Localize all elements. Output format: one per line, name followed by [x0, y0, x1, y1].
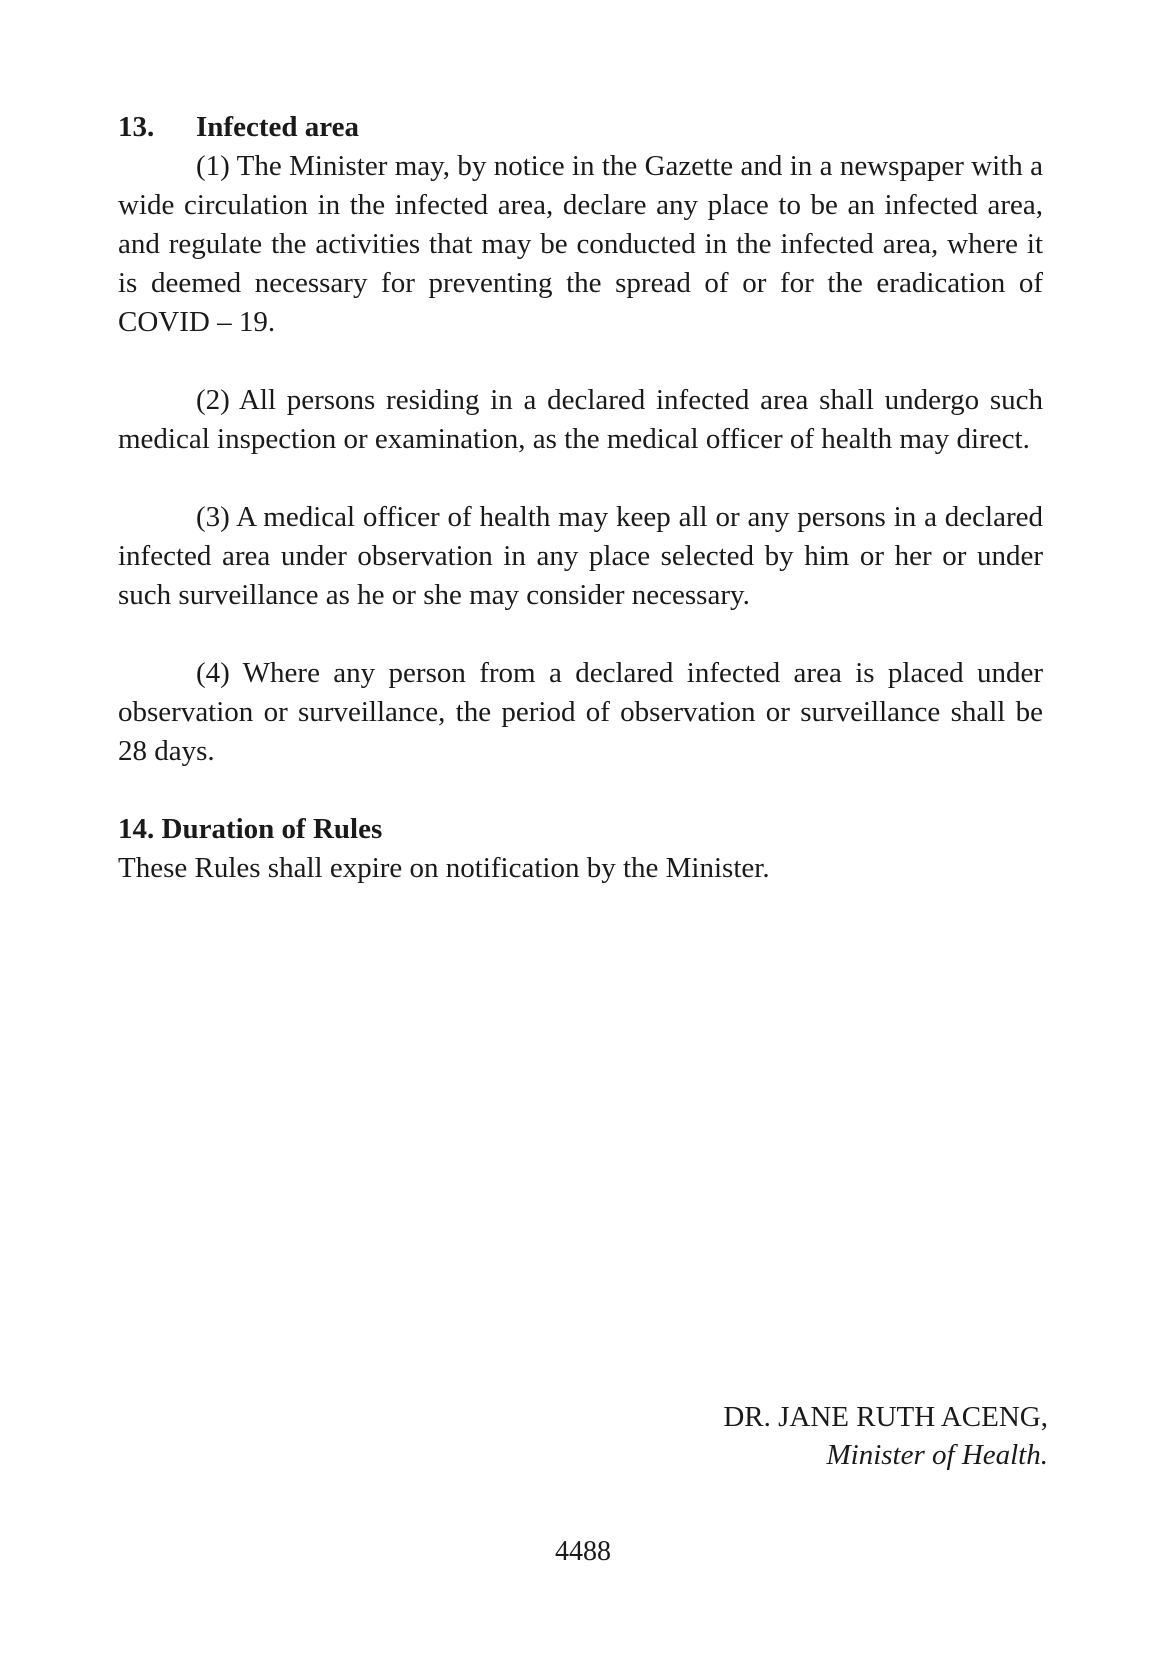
document-body: [118, 108, 1043, 888]
section-13-paragraph-4: (4) Where any person from a declared infected area is placed under observation or surveillance, the period of observation or surveillance shall be 28 days.: [118, 657, 1043, 767]
signatory-title: Minister of Health.: [826, 1439, 1048, 1471]
section-13-paragraph-2: (2) All persons residing in a declared infected area shall undergo such medical inspection or examination, as the medical officer of health may direct.: [118, 384, 1043, 455]
section-13-heading: [118, 108, 1043, 147]
section-13-paragraph-1: (1) The Minister may, by notice in the Gazette and in a newspaper with a wide circulation in the infected area, declare any place to be an infected area, and regulate the activities that may be conducted in the infected area, where it is deemed necessary for preventing the spread of or for the eradication of COVID – 19.: [118, 150, 1043, 338]
page-number: 4488: [555, 1536, 611, 1567]
signatory-name: DR. JANE RUTH ACENG,: [723, 1401, 1048, 1433]
section-14-paragraph-1: These Rules shall expire on notification by the Minister.: [118, 852, 770, 884]
signature-block: [723, 1398, 1048, 1474]
section-14-heading: 14. Duration of Rules: [118, 813, 383, 845]
section-13-number: 13.: [118, 111, 155, 143]
section-13-paragraph-3: (3) A medical officer of health may keep all or any persons in a declared infected area under observation in any place selected by him or her or under such surveillance as he or she may consider necessary.: [118, 501, 1043, 611]
section-13-title: Infected area: [196, 111, 359, 143]
